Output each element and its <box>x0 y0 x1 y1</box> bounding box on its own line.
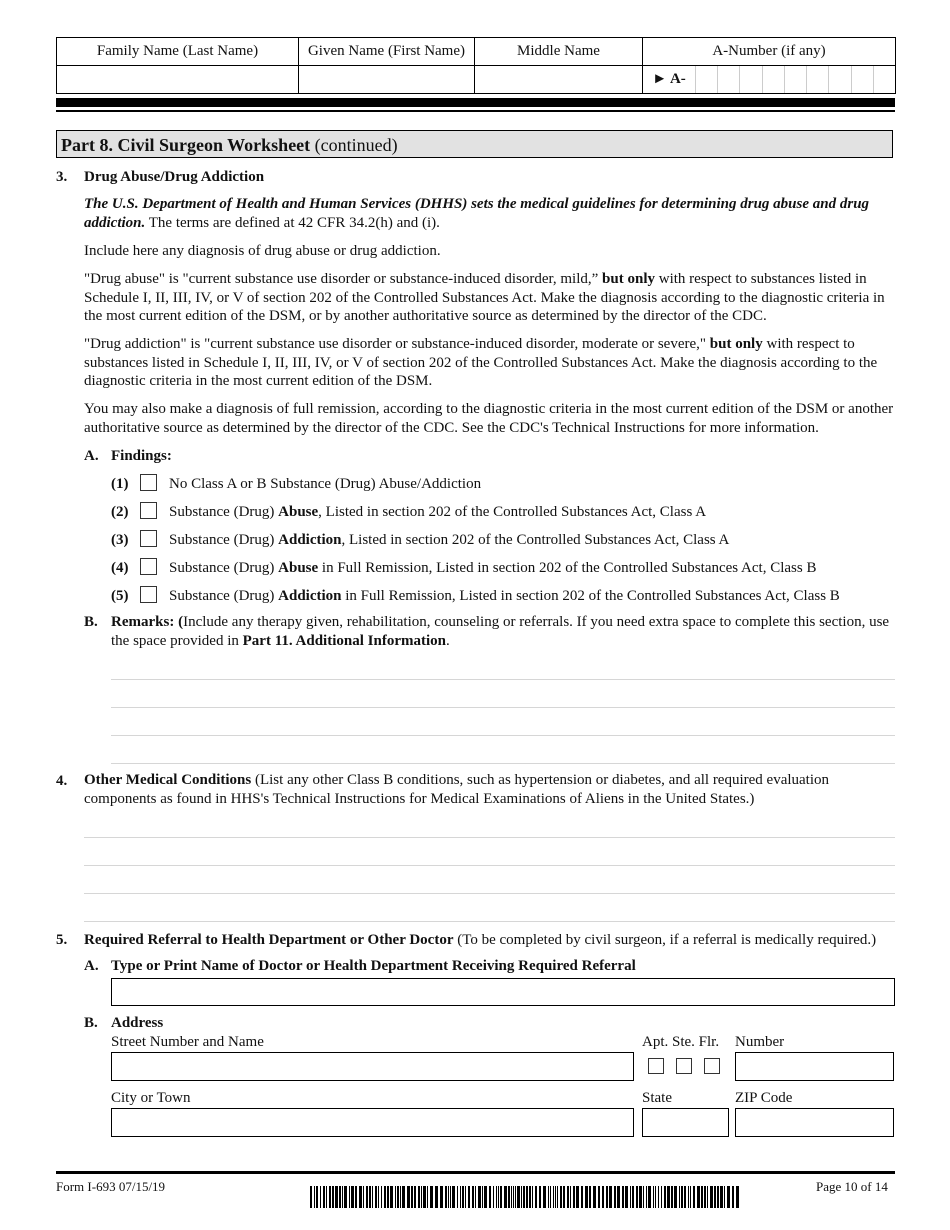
findings-title: Findings: <box>111 448 172 464</box>
part-title: Part 8. Civil Surgeon Worksheet <box>61 135 311 155</box>
finding-1-label: No Class A or B Substance (Drug) Abuse/Addiction <box>169 476 482 492</box>
full-remission-text: You may also make a diagnosis of full remission, according to the diagnostic criteria in the most current edition of the DSM or another authoritative source as determined by the director of the CDC. See the CDC's Technical Instructions for more information. <box>84 401 894 436</box>
section3-number: 3. <box>56 169 68 185</box>
a-number-prefix: ► A- <box>652 71 686 87</box>
section4-title: Other Medical Conditions <box>84 772 252 788</box>
section5-title: Required Referral to Health Department or Other Doctor <box>84 932 454 948</box>
finding-2-label-c: , Listed in section 202 of the Controlled Substances Act, Class A <box>318 504 707 520</box>
finding-2-checkbox[interactable] <box>140 502 157 519</box>
header-divider-thick <box>56 98 895 107</box>
section4-heading <box>84 771 896 808</box>
section5a-title: Type or Print Name of Doctor or Health Department Receiving Required Referral <box>111 958 636 974</box>
other-conditions-textarea[interactable] <box>84 820 895 928</box>
given-name-field[interactable] <box>299 66 475 94</box>
finding-5-checkbox[interactable] <box>140 586 157 603</box>
finding-3-checkbox[interactable] <box>140 530 157 547</box>
finding-2-number: (2) <box>111 504 129 520</box>
zip-field[interactable] <box>735 1108 894 1137</box>
finding-2 <box>111 502 706 522</box>
section3-title: Drug Abuse/Drug Addiction <box>84 169 265 185</box>
addiction-but-only: but only <box>709 336 763 352</box>
city-field[interactable] <box>111 1108 634 1137</box>
street-label: Street Number and Name <box>111 1034 264 1050</box>
family-name-header: Family Name (Last Name) <box>57 38 299 66</box>
page-number: Page 10 of 14 <box>816 1179 888 1194</box>
drug-addiction-definition <box>84 335 896 391</box>
remarks-end: . <box>445 632 450 649</box>
finding-4 <box>111 558 816 578</box>
header-divider-thin <box>56 110 895 112</box>
ste-checkbox[interactable] <box>676 1058 692 1074</box>
remarks-title: Remarks: ( <box>111 614 184 630</box>
finding-5-number: (5) <box>111 588 129 604</box>
part-header <box>56 130 893 158</box>
zip-label: ZIP Code <box>735 1090 793 1106</box>
finding-1 <box>111 474 481 494</box>
finding-2-label-a: Substance (Drug) <box>169 504 279 520</box>
cfr-reference: The terms are defined at 42 CFR 34.2(h) and (i). <box>145 214 440 231</box>
finding-2-label-bold: Abuse <box>278 504 319 520</box>
remarks-letter: B. <box>84 614 98 630</box>
footer-rule <box>56 1171 895 1174</box>
finding-4-label-a: Substance (Drug) <box>169 560 279 576</box>
section5-number: 5. <box>56 932 68 948</box>
section3-include: Include here any diagnosis of drug abuse or drug addiction. <box>84 243 441 259</box>
finding-4-number: (4) <box>111 560 129 576</box>
section5b-letter: B. <box>84 1015 98 1031</box>
finding-4-label-c: in Full Remission, Listed in section 202 of the Controlled Substances Act, Class B <box>318 560 817 576</box>
middle-name-header: Middle Name <box>475 38 643 66</box>
form-number: Form I-693 07/15/19 <box>56 1179 166 1194</box>
drug-abuse-definition <box>84 270 896 326</box>
unit-number-field[interactable] <box>735 1052 894 1081</box>
part-title-suffix: (continued) <box>310 135 398 155</box>
finding-3-label-a: Substance (Drug) <box>169 532 279 548</box>
remarks-textarea[interactable] <box>111 660 895 768</box>
state-label: State <box>642 1090 672 1106</box>
section5a-letter: A. <box>84 958 99 974</box>
state-field[interactable] <box>642 1108 729 1137</box>
unit-number-label: Number <box>735 1034 785 1050</box>
finding-4-checkbox[interactable] <box>140 558 157 575</box>
addiction-text-c: with respect to substances listed in Schedule I, II, III, IV, or V of section 202 of the Controlled Substances Act. Make the diagnosis according to the diagnostic criteria in the most current edition of the DSM. <box>84 336 878 389</box>
abuse-text-c: with respect to substances listed in Schedule I, II, III, IV, or V of section 202 of the Controlled Substances Act. Make the diagnosis according to the diagnostic criteria in the most current edition of the DSM, or by another authoritative source as determined by the director of the CDC. <box>84 271 885 324</box>
a-number-header: A-Number (if any) <box>643 38 896 66</box>
finding-4-label-bold: Abuse <box>278 560 319 576</box>
remarks-part-ref: Part 11. Additional Information <box>242 632 446 649</box>
remarks-text: Include any therapy given, rehabilitation, counseling or referrals. If you need extra space to complete this section, use the space provided in <box>111 614 890 649</box>
finding-5-label-bold: Addiction <box>278 588 342 604</box>
city-label: City or Town <box>111 1090 191 1106</box>
section5-text: (To be completed by civil surgeon, if a referral is medically required.) <box>453 932 877 948</box>
abuse-text-a: "Drug abuse" is "current substance use disorder or substance-induced disorder, mild,” <box>84 271 603 287</box>
a-number-field[interactable] <box>643 66 896 94</box>
remarks-instructions <box>111 613 896 650</box>
flr-checkbox[interactable] <box>704 1058 720 1074</box>
section3-intro <box>84 195 896 232</box>
finding-5-label-a: Substance (Drug) <box>169 588 279 604</box>
finding-3-label-c: , Listed in section 202 of the Controlled Substances Act, Class A <box>341 532 730 548</box>
street-field[interactable] <box>111 1052 634 1081</box>
barcode-image <box>310 1186 742 1208</box>
finding-1-checkbox[interactable] <box>140 474 157 491</box>
finding-1-number: (1) <box>111 476 129 492</box>
section4-text: (List any other Class B conditions, such as hypertension or diabetes, and all required evaluation components as found in HHS's Technical Instructions for Medical Examinations of Aliens in the United States.) <box>84 772 830 807</box>
apt-ste-flr-label: Apt. Ste. Flr. <box>642 1034 720 1050</box>
finding-3 <box>111 530 729 550</box>
apt-checkbox[interactable] <box>648 1058 664 1074</box>
section5-heading <box>84 931 896 950</box>
finding-5-label-c: in Full Remission, Listed in section 202 of the Controlled Substances Act, Class B <box>341 588 840 604</box>
finding-3-label-bold: Addiction <box>278 532 342 548</box>
a-number-digit-boxes[interactable] <box>695 66 895 93</box>
findings-letter: A. <box>84 448 99 464</box>
abuse-but-only: but only <box>602 271 655 287</box>
finding-5 <box>111 586 840 606</box>
middle-name-field[interactable] <box>475 66 643 94</box>
section4-number: 4. <box>56 773 68 789</box>
referral-doctor-name-field[interactable] <box>111 978 895 1006</box>
address-title: Address <box>111 1015 164 1031</box>
addiction-text-a: "Drug addiction" is "current substance use disorder or substance-induced disorder, moderate or severe," <box>84 336 710 352</box>
name-header-table <box>56 37 896 94</box>
finding-3-number: (3) <box>111 532 129 548</box>
family-name-field[interactable] <box>57 66 299 94</box>
dhhs-statement: The U.S. Department of Health and Human Services (DHHS) sets the medical guidelines for determining drug abuse and drug addiction. <box>84 196 870 231</box>
given-name-header: Given Name (First Name) <box>299 38 475 66</box>
